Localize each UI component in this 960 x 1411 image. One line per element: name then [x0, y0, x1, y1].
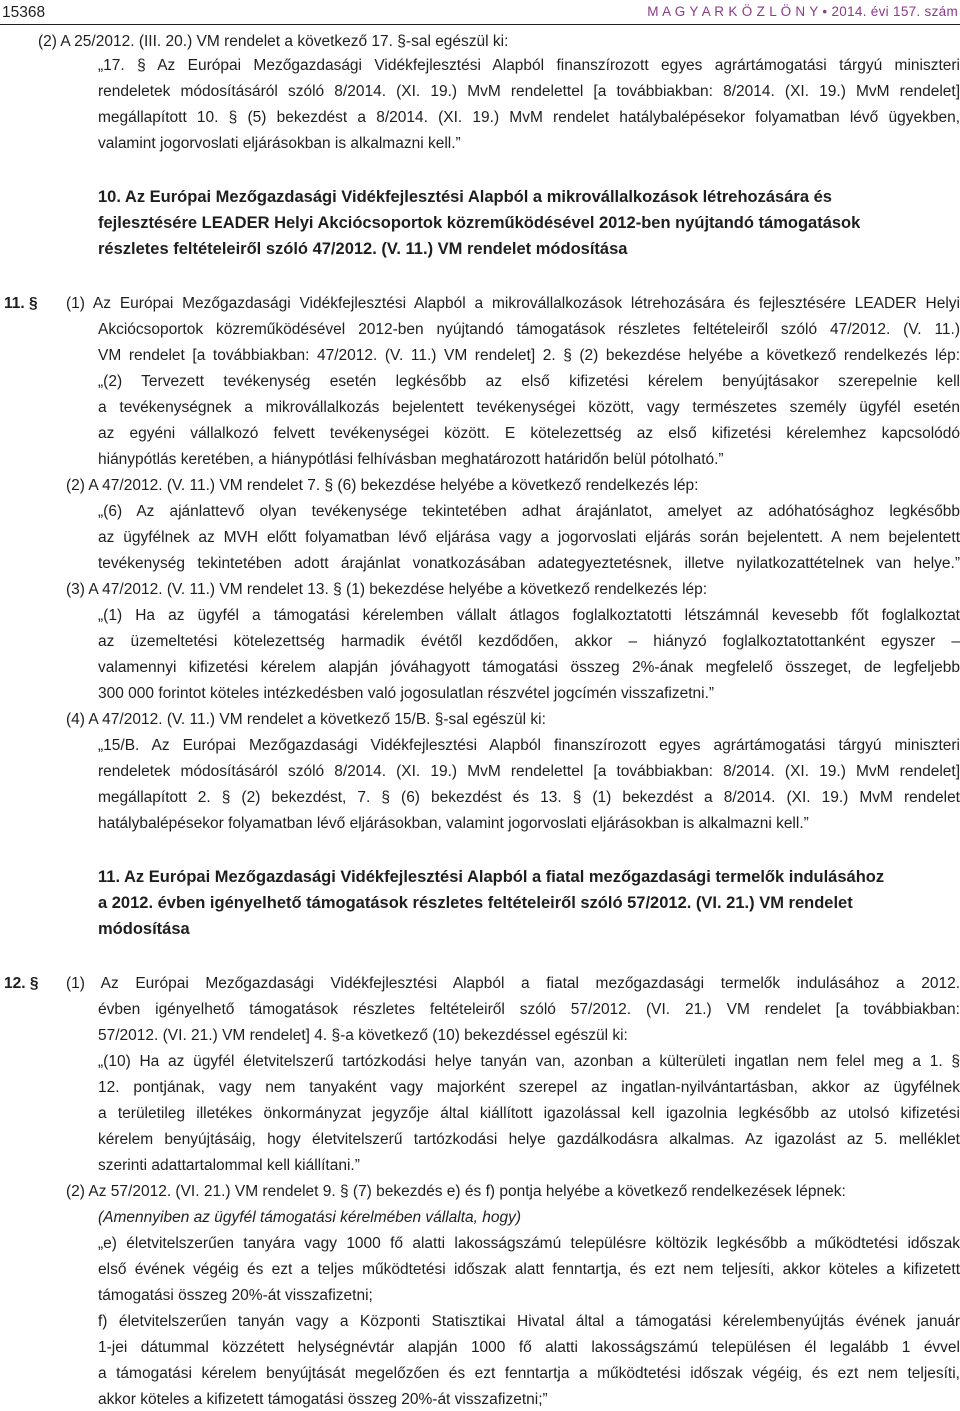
text-line: megállapított 10. § (5) bekezdést a 8/2014. (XI. 19.) MvM rendelet hatálybalépésekor folyamatban lévő ügyekben, — [98, 109, 960, 126]
text-line: évben igényelhető támogatások részletes feltételeiről szóló 57/2012. (VI. 21.) VM rendelet [a továbbiakban: — [98, 1001, 960, 1018]
text-line: „(10) Ha az ügyfél életvitelszerű tartózkodási helye tanyán van, azonban a külterületi ingatlan nem felel meg a 1. § — [98, 1053, 960, 1070]
section-number: 11. § — [4, 295, 38, 312]
text-line: (1) Az Európai Mezőgazdasági Vidékfejlesztési Alapból a fiatal mezőgazdasági termelők indulásához a 2012. — [66, 975, 960, 992]
section-number: 12. § — [4, 975, 39, 992]
text-line: kérelem benyújtásáig, hogy életvitelszerű tartózkodási helye gazdálkodásra alkalmas. Az igazolást az 5. melléklet — [98, 1131, 960, 1148]
text-line: Akciócsoportok közreműködésével 2012-ben nyújtandó támogatások részletes feltételeiről szóló 47/2012. (V. 11.) — [98, 321, 960, 338]
text-line: „(1) Ha az ügyfél a támogatási kérelemben vállalt átlagos foglalkoztatotti létszámnál kevesebb főt foglalkoztat — [98, 607, 960, 624]
text-line: támogatási összeg 20%-át visszafizetni; — [98, 1287, 373, 1304]
text-line: megállapított 2. § (2) bekezdést, 7. § (6) bekezdést és 13. § (1) bekezdést a 8/2014. (XI. 19.) MvM rendelet — [98, 789, 960, 806]
text-line: valamint jogorvoslati eljárásokban is alkalmazni kell.” — [98, 135, 461, 152]
text-line: VM rendelet [a továbbiakban: 47/2012. (V. 11.) VM rendelet] 2. § (2) bekezdése helyébe a következő rendelkezés lép: — [98, 347, 960, 364]
text-line: „(6) Az ajánlattevő olyan tevékenysége tekintetében adhat árajánlatot, amelyet az adóhatósághoz legkésőbb — [98, 503, 960, 520]
text-line: (Amennyiben az ügyfél támogatási kérelmében vállalta, hogy) — [98, 1209, 522, 1226]
section-heading-line: 10. Az Európai Mezőgazdasági Vidékfejlesztési Alapból a mikrovállalkozások létrehozására és — [98, 188, 832, 206]
text-line: (3) A 47/2012. (V. 11.) VM rendelet 13. § (1) bekezdése helyébe a következő rendelkezés lép: — [66, 581, 708, 598]
text-line: első évének végéig és ezt a teljes működtetési időszak alatt fenntartja, és ezt nem teljesíti, akkor köteles a kifizetett — [98, 1261, 960, 1278]
text-line: a területileg illetékes önkormányzat jegyzője által kiállított igazolással kell igazolnia legkésőbb az utolsó kifizetési — [98, 1105, 960, 1122]
section-heading-line: 11. Az Európai Mezőgazdasági Vidékfejlesztési Alapból a fiatal mezőgazdasági termelők indulásához — [98, 868, 885, 886]
text-line: „(2) Tervezett tevékenység esetén legkésőbb az első kifizetési kérelem benyújtásakor szerepelnie kell — [98, 373, 960, 390]
text-line: 300 000 forintot köteles intézkedésben való jogosulatlan részvétel jogcímén visszafizetni.” — [98, 685, 715, 702]
section-heading-line: módosítása — [98, 920, 190, 938]
running-header: M A G Y A R K Ö Z L Ö N Y • 2014. évi 157. szám — [647, 4, 958, 19]
section-heading-line: a 2012. évben igényelhető támogatások részletes feltételeiről szóló 57/2012. (VI. 21.) VM rendelet — [98, 894, 853, 912]
text-line: 57/2012. (VI. 21.) VM rendelet] 4. §-a következő (10) bekezdéssel egészül ki: — [98, 1027, 628, 1044]
text-line: rendeletek módosításáról szóló 8/2014. (XI. 19.) MvM rendelettel [a továbbiakban: 8/2014. (XI. 19.) MvM rendelet] — [98, 83, 960, 100]
text-line: valamennyi kifizetési kérelem alapján jóváhagyott támogatási összeg 2%-ának megfelelő összeget, de legfeljebb — [98, 659, 960, 676]
text-line: szerinti adattartalommal kell kiállítani.” — [98, 1157, 360, 1174]
page-number: 15368 — [2, 4, 46, 21]
text-line: a tevékenységnek a mikrovállalkozás bejelentett tevékenységei között, vagy természetes személy ügyfél esetén — [98, 399, 960, 416]
header-rule — [0, 24, 960, 25]
text-line: az üzemeltetési kötelezettség harmadik évétől kezdődően, akkor – hiányzó foglalkoztatottanként egyszer – — [98, 633, 960, 650]
text-line: 1-jei dátummal közzétett helységnévtár alapján 1000 fő alatti lakosságszámú településen él legalább 1 évvel — [98, 1339, 960, 1356]
text-line: (2) A 25/2012. (III. 20.) VM rendelet a következő 17. §-sal egészül ki: — [38, 33, 509, 50]
section-heading-line: fejlesztésére LEADER Helyi Akciócsoportok közreműködésével 2012-ben nyújtandó támogatások — [98, 214, 861, 232]
text-line: akkor köteles a kifizetett támogatási összeg 20%-át visszafizetni;” — [98, 1391, 548, 1408]
text-line: f) életvitelszerűen tanyán vagy a Központi Statisztikai Hivatal által a támogatási kérelembenyújtás évének január — [98, 1313, 960, 1330]
text-line: „17. § Az Európai Mezőgazdasági Vidékfejlesztési Alapból finanszírozott egyes agrártámogatási tárgyú miniszteri — [98, 57, 960, 74]
section-heading-line: részletes feltételeiről szóló 47/2012. (V. 11.) VM rendelet módosítása — [98, 240, 628, 258]
text-line: (4) A 47/2012. (V. 11.) VM rendelet a következő 15/B. §-sal egészül ki: — [66, 711, 546, 728]
text-line: az egyéni vállalkozó felvett tevékenységei között. E kötelezettség az első kifizetési kérelemhez kapcsolódó — [98, 425, 960, 442]
text-line: (2) Az 57/2012. (VI. 21.) VM rendelet 9. § (7) bekezdés e) és f) pontja helyébe a következő rendelkezések lépnek: — [66, 1183, 846, 1200]
text-line: „15/B. Az Európai Mezőgazdasági Vidékfejlesztési Alapból finanszírozott egyes agrártámogatási tárgyú miniszteri — [98, 737, 960, 754]
text-line: 12. pontjának, vagy nem tanyaként vagy majorként szerepel az ingatlan-nyilvántartásban, akkor az ügyfélnek — [98, 1079, 960, 1096]
text-line: hiánypótlás keretében, a hiánypótlási felhívásban meghatározott határidőn belül pótolható.” — [98, 451, 724, 468]
text-line: rendeletek módosításáról szóló 8/2014. (XI. 19.) MvM rendelettel [a továbbiakban: 8/2014. (XI. 19.) MvM rendelet] — [98, 763, 960, 780]
text-line: hatálybalépésekor folyamatban lévő eljárásokban, valamint jogorvoslati eljárásokban is alkalmazni kell.” — [98, 815, 809, 832]
text-line: (1) Az Európai Mezőgazdasági Vidékfejlesztési Alapból a mikrovállalkozások létrehozására és fejlesztésére LEADER Helyi — [66, 295, 960, 312]
text-line: „e) életvitelszerűen tanyára vagy 1000 fő alatti lakosságszámú településre költözik legkésőbb a működtetési időszak — [98, 1235, 960, 1252]
text-line: a támogatási kérelem benyújtását megelőzően és ezt fenntartja a működtetési időszak végéig, és ezt nem teljesíti, — [98, 1365, 960, 1382]
text-line: (2) A 47/2012. (V. 11.) VM rendelet 7. § (6) bekezdése helyébe a következő rendelkezés lép: — [66, 477, 699, 494]
text-line: az ügyfélnek az MVH előtt folyamatban lévő eljárása vagy a jogorvoslati eljárás során bejelentett. A nem bejelentett — [98, 529, 960, 546]
text-line: tevékenység tekintetében adott árajánlat vonatkozásában adategyeztetésnek, illetve nyilatkozattételnek van helye.” — [98, 555, 960, 572]
